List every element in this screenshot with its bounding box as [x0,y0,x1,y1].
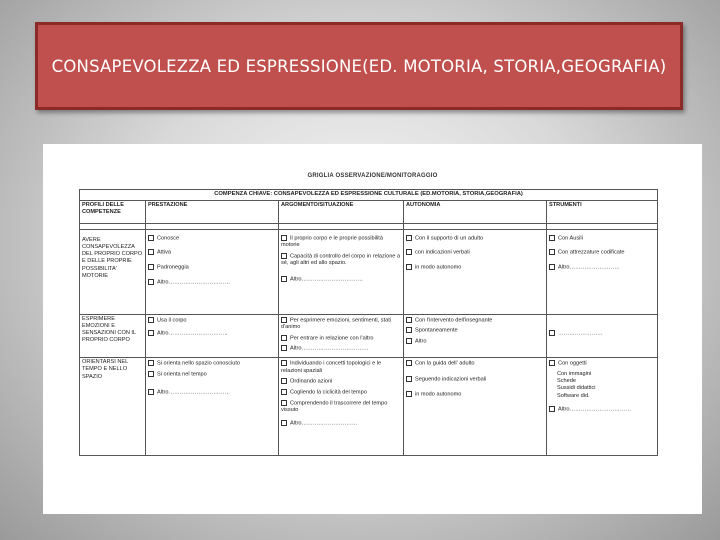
grid-header-row [80,200,658,223]
prestazione-cell [146,358,279,456]
option-label: Con l'intervento dell'insegnante [415,317,493,324]
scanned-document [43,144,702,514]
checkbox[interactable] [148,279,154,285]
option-label: Altro…………………………… [290,276,364,283]
option-label: Schede [557,378,576,385]
option-label: Attiva [157,249,171,256]
strumenti-cell [547,358,658,456]
argomento-cell [279,229,404,314]
option-label: Si orienta nello spazio conosciuto [157,360,241,367]
checkbox[interactable] [281,420,287,426]
option-label: Conosce [157,235,180,242]
option-label: Comprendendo il trascorrere del tempo vissuto [281,400,388,414]
checkbox[interactable] [406,264,412,270]
option-label: Con attrezzature codificate [558,249,625,256]
checkbox[interactable] [281,276,287,282]
checkbox[interactable] [406,235,412,241]
option-label: Individuando i concetti topologici e le relazioni spaziali [281,360,382,374]
option-label: Per entrare in relazione con l'altro [290,335,374,342]
option-label: in modo autonomo [415,391,462,398]
option-label: in modo autonomo [415,264,462,271]
checkbox[interactable] [148,330,154,336]
option-label: Il proprio corpo e le proprie possibilità motorie [281,235,383,249]
autonomia-cell [404,229,547,314]
table-row [80,358,658,456]
competence-banner: COMPENZA CHIAVE: CONSAPEVOLEZZA ED ESPRESSIONE CULTURALE (ED.MOTORIA, STORIA,GEOGRAFIA) [80,190,658,201]
column-header: STRUMENTI [547,200,658,223]
option-label: con indicazioni verbali [415,249,470,256]
slide-title: CONSAPEVOLEZZA ED ESPRESSIONE(ED. MOTORIA, STORIA,GEOGRAFIA) [51,56,667,76]
checkbox[interactable] [281,378,287,384]
profile-cell [80,314,146,358]
checkbox[interactable] [406,338,412,344]
option-label: Con la guida dell' adulto [415,360,475,367]
checkbox[interactable] [549,264,555,270]
autonomia-cell [404,314,547,358]
checkbox[interactable] [549,235,555,241]
option-label: Cogliendo la ciclicità del tempo [290,389,367,396]
checkbox[interactable] [406,360,412,366]
checkbox[interactable] [549,330,555,336]
prestazione-cell [146,229,279,314]
option-label: Sussidi didattici [557,385,596,392]
option-label: Altro [415,338,427,345]
profile-cell [80,358,146,456]
option-label: Altro…………………………… [558,406,632,413]
column-header: PRESTAZIONE [146,200,279,223]
document-heading: GRIGLIA OSSERVAZIONE/MONITORAGGIO [307,173,438,179]
checkbox[interactable] [406,391,412,397]
option-label: Con oggetti [558,360,587,367]
option-label: Ordinando azioni [290,378,333,385]
option-label: Spontaneamente [415,327,458,334]
checkbox[interactable] [549,360,555,366]
argomento-cell [279,358,404,456]
observation-grid [79,189,658,456]
option-label: Altro…………………………… [157,389,231,396]
strumenti-cell [547,314,658,358]
option-label: Altro………………………….. [157,330,228,337]
grid-banner-row [80,190,658,201]
checkbox[interactable] [406,376,412,382]
checkbox[interactable] [281,235,287,241]
checkbox[interactable] [281,345,287,351]
checkbox[interactable] [148,360,154,366]
table-row [80,314,658,358]
checkbox[interactable] [148,249,154,255]
checkbox[interactable] [148,371,154,377]
autonomia-cell [404,358,547,456]
option-label: Con immagini [557,370,592,377]
option-label: Seguendo indicazioni verbali [415,376,487,383]
strumenti-cell [547,229,658,314]
checkbox[interactable] [281,400,287,406]
checkbox[interactable] [549,249,555,255]
option-label: Altro……………………… [558,264,620,271]
option-label: Altro……………………………… [290,345,369,352]
option-label: Software did. [557,392,590,399]
option-label: Capacità di controllo del corpo in relazione a sé, agli altri ed allo spazio. [281,253,401,267]
option-label: Padroneggia [157,264,189,271]
option-label: Si orienta nel tempo [157,371,207,378]
option-label: Altro………………………… [290,420,358,427]
profile-text: AVERE CONSAPEVOLEZZA DEL PROPRIO CORPO E DELLE PROPRIE POSSIBILITA' MOTORIE [82,236,143,279]
checkbox[interactable] [549,406,555,412]
checkbox[interactable] [148,317,154,323]
profile-text: ESPRIMERE EMOZIONI E SENSAZIONI CON IL PROPRIO CORPO [82,315,136,344]
checkbox[interactable] [281,360,287,366]
prestazione-cell [146,314,279,358]
checkbox[interactable] [406,249,412,255]
option-label: Per esprimere emozioni, sentimenti, stati d'animo [281,317,392,331]
option-label: …………………… [558,330,603,337]
checkbox[interactable] [281,317,287,323]
column-header: PROFILI DELLE COMPETENZE [80,200,146,223]
option-label: Con Ausili [558,235,583,242]
profile-cell [80,229,146,314]
checkbox[interactable] [281,335,287,341]
column-header: ARGOMENTO/SITUAZIONE [279,200,404,223]
table-row [80,229,658,314]
checkbox[interactable] [281,253,287,259]
column-header: AUTONOMIA [404,200,547,223]
option-label: Altro…………………………… [157,279,231,286]
checkbox[interactable] [406,317,412,323]
checkbox[interactable] [148,235,154,241]
profile-text: ORIENTARSI NEL TEMPO E NELLO SPAZIO [82,359,129,380]
slide-title-banner [35,22,683,110]
checkbox[interactable] [148,264,154,270]
option-label: Con il supporto di un adulto [415,235,484,242]
checkbox[interactable] [406,327,412,333]
option-label: Usa il corpo [157,317,187,324]
checkbox[interactable] [281,389,287,395]
argomento-cell [279,314,404,358]
checkbox[interactable] [148,389,154,395]
